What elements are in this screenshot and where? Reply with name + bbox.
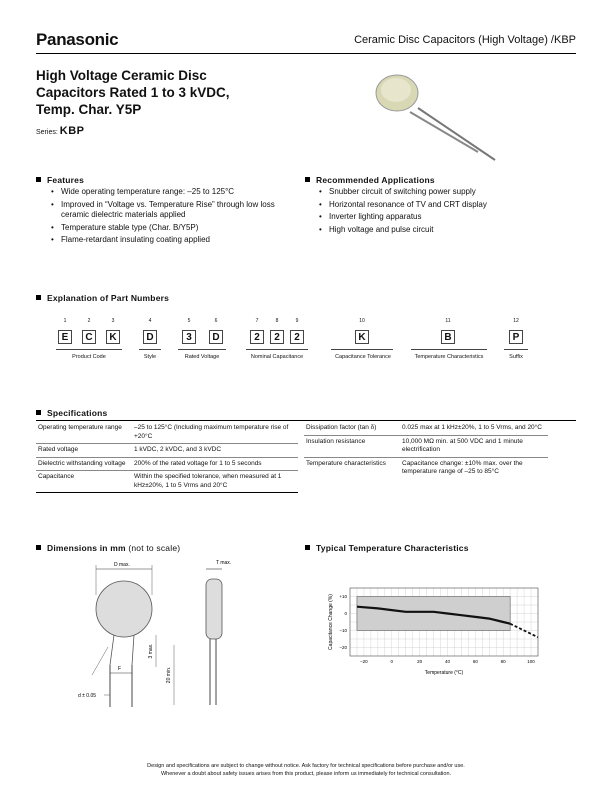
group-underline (178, 349, 226, 350)
footer-line-1: Design and specifications are subject to change without notice. Ask factory for technical specifications before purchase and/or use. (147, 763, 465, 769)
t-max-label: T max. (216, 560, 232, 566)
spec-value: 0.025 max at 1 kHz±20%, 1 to 5 Vrms, and 20°C (400, 422, 548, 435)
page-title (36, 67, 306, 118)
spec-top-rule (36, 420, 576, 421)
group-underline (504, 349, 528, 350)
part-char-box: 2 (250, 330, 264, 344)
table-row (304, 457, 548, 479)
part-position: 4 (148, 318, 152, 324)
list-item: • Temperature stable type (Char. B/Y5P) (61, 223, 281, 234)
part-char-box: 3 (182, 330, 196, 344)
part-position: 10 (359, 318, 365, 324)
group-label: Nominal Capacitance (250, 354, 304, 360)
table-row (36, 422, 298, 444)
capacitor-photo (370, 70, 520, 170)
x-axis-label: Temperature (°C) (424, 670, 464, 676)
features-heading: Features (36, 175, 84, 185)
part-position: 6 (214, 318, 218, 324)
group-label: Capacitance Tolerance (335, 354, 391, 360)
group-underline (139, 349, 161, 350)
three-max-label: 3 max. (148, 643, 154, 659)
table-row (304, 435, 548, 457)
applications-list (329, 187, 559, 237)
spec-label: Dissipation factor (tan δ) (304, 422, 400, 435)
x-tick-label: 0 (390, 659, 394, 664)
spec-table-left (36, 422, 298, 493)
part-position: 8 (275, 318, 279, 324)
dimensions-heading: Dimensions in mm (not to scale) (36, 543, 180, 553)
spec-label: Rated voltage (36, 444, 132, 458)
d-tolerance-label: d ± 0.05 (78, 693, 97, 699)
spec-value: Within the specified tolerance, when measured at 1 kHz±20%, 1 to 5 Vrms and 20°C (132, 471, 298, 493)
d-max-label: D max. (114, 562, 130, 568)
table-row (36, 457, 298, 471)
spec-label: Temperature characteristics (306, 459, 386, 467)
x-tick-label: 20 (417, 659, 423, 664)
list-item: • Improved in “Voltage vs. Temperature Rise” through low loss ceramic dielectric materials applied (61, 200, 281, 221)
part-position: 7 (255, 318, 259, 324)
part-char-box: 2 (270, 330, 284, 344)
header-rule (36, 53, 576, 54)
group-label: Temperature Characteristics (414, 354, 484, 360)
part-position: 1 (63, 318, 67, 324)
part-position: 12 (513, 318, 519, 324)
group-label: Product Code (72, 354, 106, 360)
part-position: 3 (111, 318, 115, 324)
part-char-box: D (143, 330, 157, 344)
part-numbers-heading: Explanation of Part Numbers (36, 293, 169, 303)
title-line-3: Temp. Char. Y5P (36, 102, 142, 117)
spec-value: 10,000 MΩ min. at 500 VDC and 1 minute electrification (400, 435, 548, 457)
part-char-box: P (509, 330, 523, 344)
x-tick-label: 80 (500, 659, 506, 664)
specifications-heading: Specifications (36, 408, 107, 418)
spec-label: Capacitance (36, 471, 132, 493)
x-tick-label: 100 (527, 659, 535, 664)
group-underline (331, 349, 393, 350)
spec-value: 200% of the rated voltage for 1 to 5 seconds (132, 457, 298, 471)
part-char-box: D (209, 330, 223, 344)
spec-label: Dielectric withstanding voltage (36, 457, 132, 471)
spec-label: Operating temperature range (36, 422, 132, 444)
spec-value: Capacitance change: ±10% max. over the temperature range of –25 to 85°C (402, 459, 523, 475)
list-item: • Horizontal resonance of TV and CRT display (329, 200, 559, 211)
group-underline (411, 349, 487, 350)
part-char-box: 2 (290, 330, 304, 344)
series-label: Series: KBP (36, 125, 85, 137)
y-tick-label: +10 (339, 594, 347, 599)
temp-chart-heading: Typical Temperature Characteristics (305, 543, 469, 553)
part-char-box: E (58, 330, 72, 344)
x-tick-label: –20 (360, 659, 368, 664)
part-position: 2 (87, 318, 91, 324)
part-position: 9 (295, 318, 299, 324)
y-tick-label: 0 (344, 611, 347, 616)
list-item: • Snubber circuit of switching power supply (329, 187, 559, 198)
dimension-drawing (70, 555, 270, 730)
series-name: KBP (59, 125, 85, 137)
part-position: 11 (445, 318, 451, 324)
footer-line-2: Whenever a doubt about safety issues arises from this product, please inform us immediately for technical consultation. (160, 770, 452, 777)
list-item: • Inverter lighting apparatus (329, 212, 559, 223)
twenty-min-label: 20 min. (166, 666, 172, 684)
brand-logo: Panasonic (36, 30, 119, 49)
table-row (304, 422, 548, 435)
document-title: Ceramic Disc Capacitors (High Voltage) /KBP (354, 34, 576, 46)
spec-label: Insulation resistance (304, 435, 400, 457)
x-tick-label: 40 (444, 659, 450, 664)
list-item: • Flame-retardant insulating coating applied (61, 235, 281, 246)
x-axis-ticks (360, 659, 535, 664)
group-label: Suffix (509, 354, 523, 360)
part-char-box: B (441, 330, 455, 344)
y-tick-label: –20 (339, 645, 347, 650)
spec-band (357, 597, 510, 631)
spec-value: –25 to 125°C (Including maximum temperature rise of +20°C (132, 422, 298, 444)
group-underline (56, 349, 122, 350)
list-item: • Wide operating temperature range: –25 to 125°C (61, 187, 281, 198)
temperature-chart (310, 580, 550, 685)
footer-disclaimer (0, 763, 612, 778)
group-underline (246, 349, 308, 350)
group-label: Rated Voltage (184, 354, 220, 360)
title-line-2: Capacitors Rated 1 to 3 kVDC, (36, 85, 230, 100)
title-line-1: High Voltage Ceramic Disc (36, 68, 207, 83)
table-row (36, 444, 298, 458)
x-tick-label: 60 (472, 659, 478, 664)
spec-value: 1 kVDC, 2 kVDC, and 3 kVDC (132, 444, 298, 458)
table-row (36, 471, 298, 493)
part-char-box: K (106, 330, 120, 344)
list-item: • High voltage and pulse circuit (329, 225, 559, 236)
f-label: F (118, 666, 122, 672)
part-char-box: C (82, 330, 96, 344)
features-list (61, 187, 281, 248)
y-axis-ticks (339, 594, 347, 650)
y-tick-label: –10 (339, 628, 347, 633)
part-char-box: K (355, 330, 369, 344)
part-position: 5 (187, 318, 191, 324)
y-axis-label: Capacitance Change (%) (328, 594, 334, 650)
applications-heading: Recommended Applications (305, 175, 435, 185)
group-label: Style (143, 354, 157, 360)
dimensions-note: (not to scale) (128, 543, 181, 553)
spec-table-right (304, 422, 548, 479)
